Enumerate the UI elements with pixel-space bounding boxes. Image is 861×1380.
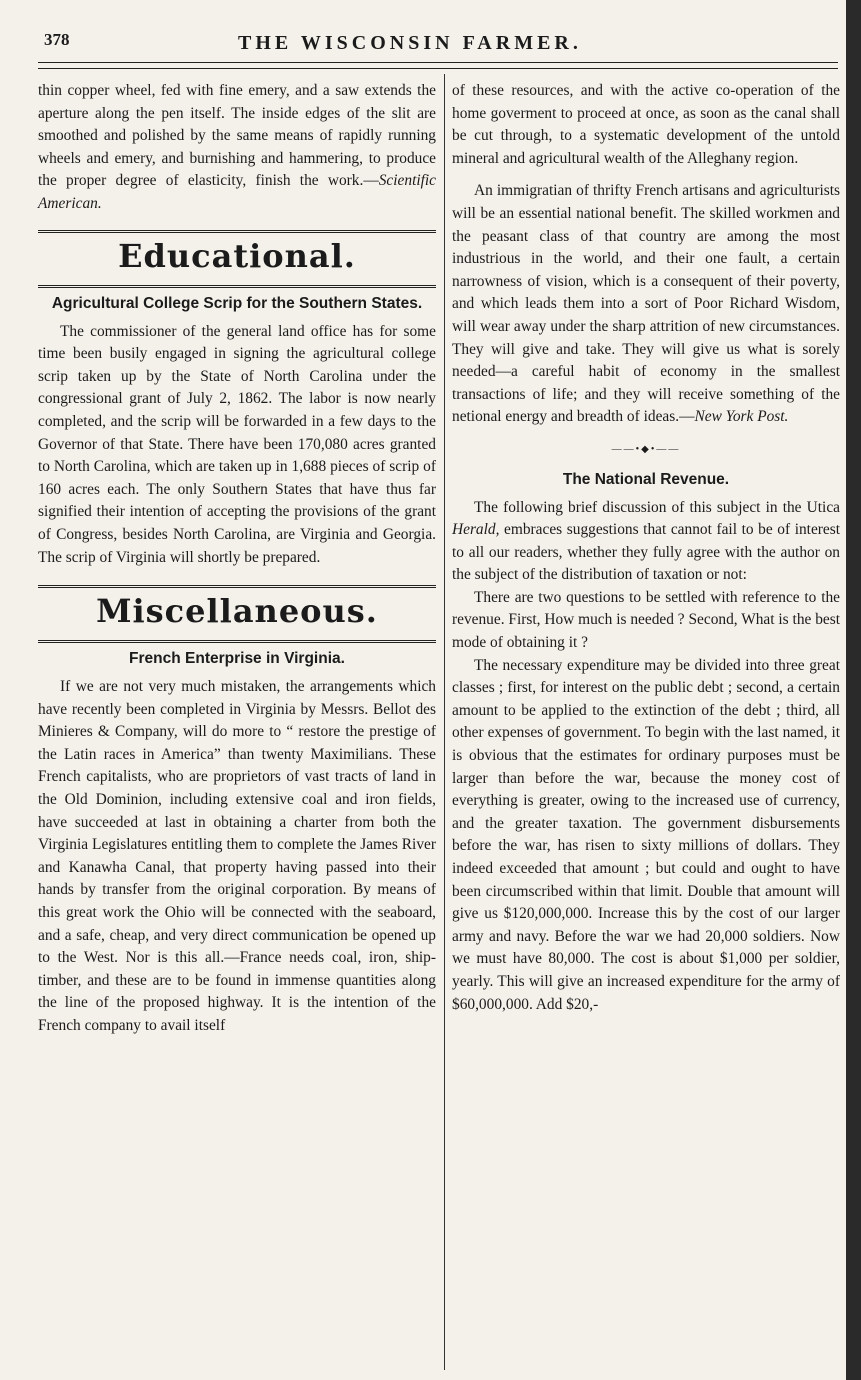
revenue-intro [452,497,840,587]
revenue-expenditure: The necessary expenditure may be divided into three great classes ; first, for interest on the public debt ; second, a certain amount to be applied to the extinction of the debt ; third, all other expenses of government. To begin with the last named, it is obvious that the estimates for ordinary purposes must be larger than before the war, because the money cost of everything is greater, owing to the increased use of currency, and the greater taxation. The government disbursements before the war, has risen to sixty millions of dollars. They indeed exceeded that amount ; but could and ought to have been circumscribed within that limit. Double that amount will give us $120,000,000. Increase this by the cost of our larger army and navy. Before the war we had 20,000 soldiers. Now we must have 80,000. The cost is about $1,000 per soldier, yearly. This will give an increased expenditure for the army of $60,000,000. Add $20,- [452,656,840,1013]
immigration-text: An immigratian of thrifty French artisans and agriculturists will be an essential national benefit. The skilled workmen and the peasant class of that country are among the most industrious in the world, and their one fault, a certain narrowness of vision, which is a consequent of their poverty, and which leads them into a sort of Poor Richard Wisdom, will wear away under the sharp attrition of new circumstances. They will give and take. They will give us what is sorely needed—a careful habit of economy in the smallest transactions of life; and they will receive something of the netional energy and breadth of ideas.— [452,182,840,426]
french-article-continuation: of these resources, and with the active co-operation of the home goverment to proceed at once, as soon as the canal shall be cut through, to a systematic development of the untold mineral and agricultural wealth of the Alleghany region. [452,82,840,167]
immigration-paragraph [452,180,840,429]
article-body-scrip: The commissioner of the general land office has for some time been busily engaged in signing the agricultural college scrip taken up by the State of North Carolina under the congressional grant of July 2, 1862. The labor is now nearly completed, and the scrip will be forwarded in a few days to the Governor of that State. There have been 170,080 acres granted to North Carolina, which are taken up in 1,688 pieces of scrip of 160 acres each. The only Southern States that have thus far signified their intention of accepting the provisions of the grant of Congress, besides North Carolina, are Virginia and Georgia. The scrip of Virginia will shortly be prepared. [38,322,436,566]
article-title-french: French Enterprise in Virginia. [129,650,345,668]
right-column [452,80,840,1016]
pen-article-continuation [38,80,436,216]
section-heading-miscellaneous: Miscellaneous. [96,592,378,631]
herald-name: Herald, [452,521,500,539]
revenue-questions: There are two questions to be settled with reference to the revenue. First, How much is needed ? Second, What is the best mode of obtaining it ? [452,588,840,652]
article-body-french: If we are not very much mistaken, the arrangements which have recently been completed in Virginia by Messrs. Bellot des Minieres & Company, will do more to “ restore the prestige of the Latin races in America” than twenty Maximilians. These French capitalists, who are proprietors of vast tracts of land in the Old Dominion, including extensive coal and iron fields, have succeeded at last in obtaining a charter from both the Virginia Legislatures entitling them to complete the James River and Kanawha Canal, that property having passed into their hands by transfer from the original corporation. By means of this great work the Ohio will be connected with the seaboard, and a safe, cheap, and very direct communication be opened up to the West. Nor is this all.—France needs coal, iron, ship-timber, and these are to be found in immense quantities along the line of the proposed highway. It is the intention of the French company to avail itself [38,678,436,1034]
page-edge-shadow [846,0,861,1380]
revenue-intro-text-end: embraces suggestions that cannot fail to be of interest to all our readers, whether they fully agree with the author on the subject of the distribution of taxation or not: [452,521,840,584]
page-number: 378 [44,30,70,49]
immigration-source: New York Post. [694,408,789,426]
left-column [38,80,436,1038]
section-rule [38,285,436,288]
article-title-revenue: The National Revenue. [562,470,730,488]
header-rule-lower [38,68,838,69]
masthead: THE WISCONSIN FARMER. [238,32,582,54]
article-title-scrip: Agricultural College Scrip for the Southern States. [51,294,423,312]
column-divider [444,74,445,1370]
section-heading-educational: Educational. [118,236,356,275]
revenue-intro-text: The following brief discussion of this subject in the Utica [474,498,840,516]
pen-article-text: thin copper wheel, fed with fine emery, and a saw extends the aperture along the pen itself. The inside edges of the slit are smoothed and polished by the same means of rapidly running wheels and emery, and burnishing and hammering, to produce the proper degree of elasticity, finish the work.— [38,82,436,190]
header-rule [38,62,838,63]
pen-article-source: Scientific American. [38,172,436,212]
article-separator-ornament: ——•◆•—— [611,443,681,455]
section-rule [38,640,436,643]
